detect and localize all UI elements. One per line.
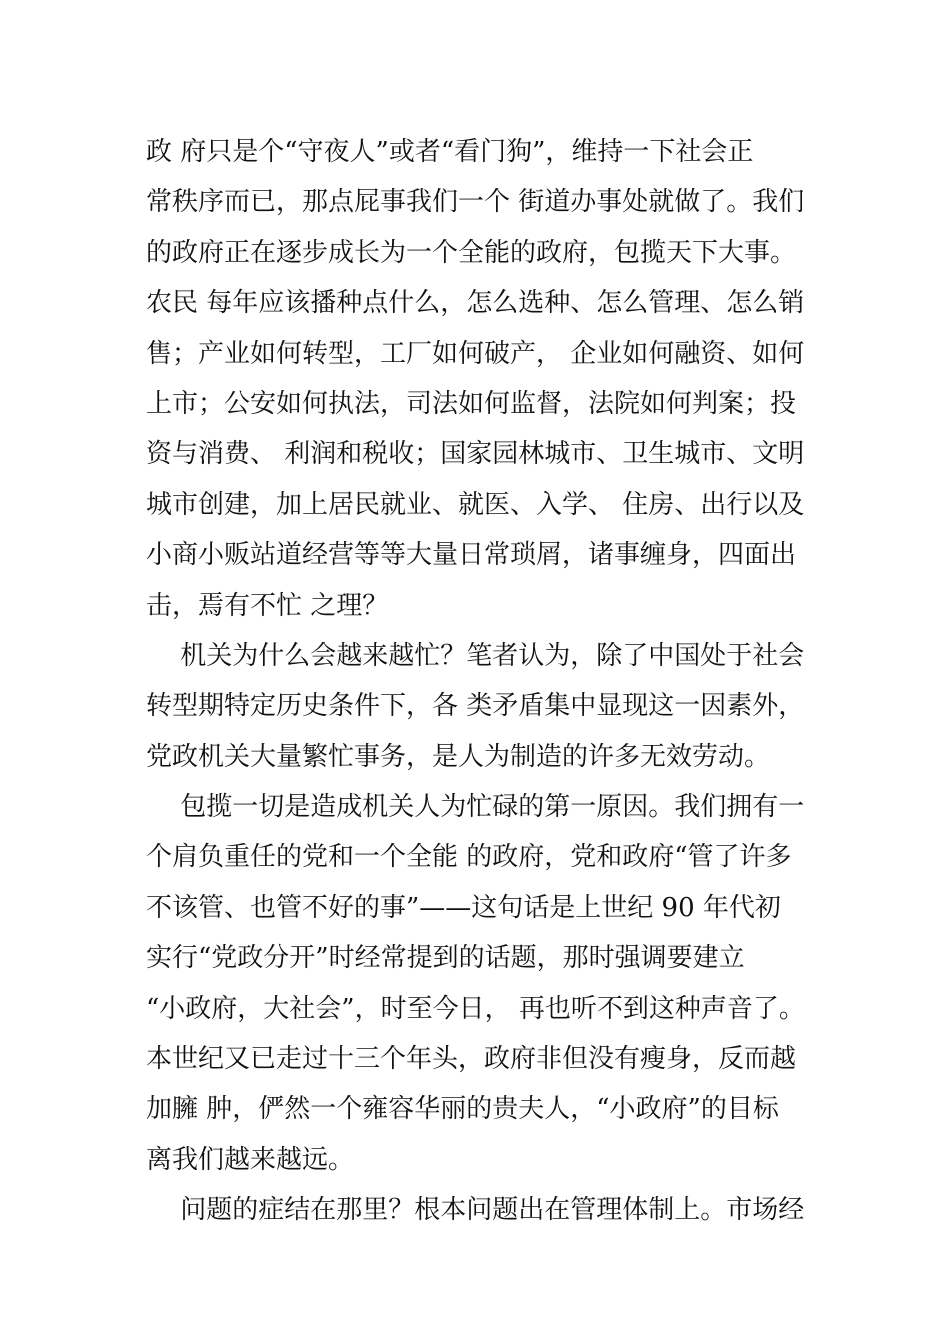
text-line: 资与消费、 利润和税收；国家园林城市、卫生城市、文明 (146, 439, 805, 470)
text-line: 转型期特定历史条件下，各 类矛盾集中显现这一因素外， (146, 691, 805, 722)
text-line: 本世纪又已走过十三个年头，政府非但没有瘦身，反而越 (146, 1044, 797, 1075)
text-line: 加臃 肿，俨然一个雍容华丽的贵夫人，“小政府”的目标 (146, 1094, 779, 1125)
text-line: 城市创建，加上居民就业、就医、入学、 住房、出行以及 (146, 489, 805, 520)
text-line: 农民 每年应该播种点什么，怎么选种、怎么管理、怎么销 (146, 288, 805, 319)
paragraph-start-line: 机关为什么会越来越忙？笔者认为，除了中国处于社会 (146, 640, 805, 671)
text-line: 的政府正在逐步成长为一个全能的政府，包揽天下大事。 (146, 237, 797, 268)
text-line: 个肩负重任的党和一个全能 的政府，党和政府“管了许多 (146, 842, 792, 873)
text-line: 离我们越来越远。 (146, 1144, 355, 1175)
text-line: 政 府只是个“守夜人”或者“看门狗”，维持一下社会正 (146, 137, 754, 167)
text-line: 小商小贩站道经营等等大量日常琐屑，诸事缠身，四面出 (146, 540, 797, 571)
text-line: 党政机关大量繁忙事务，是人为制造的许多无效劳动。 (146, 741, 771, 772)
text-line: 售；产业如何转型，工厂如何破产， 企业如何融资、如何 (146, 338, 805, 369)
paragraph-start-line: 包揽一切是造成机关人为忙碌的第一原因。我们拥有一 (146, 792, 805, 823)
text-line: 上市；公安如何执法，司法如何监督，法院如何判案；投 (146, 388, 797, 419)
text-line: “小政府，大社会”，时至今日， 再也听不到这种声音了。 (146, 993, 805, 1024)
text-line: 实行“党政分开”时经常提到的话题，那时强调要建立 (146, 943, 745, 974)
body-text (146, 127, 826, 1236)
text-line: 不该管、也管不好的事”——这句话是上世纪 90 年代初 (146, 892, 781, 923)
text-line: 击，焉有不忙 之理？ (146, 590, 389, 621)
text-line: 常秩序而已，那点屁事我们一个 街道办事处就做了。我们 (146, 187, 805, 218)
paragraph-start-line: 问题的症结在那里？根本问题出在管理体制上。市场经 (146, 1195, 805, 1226)
